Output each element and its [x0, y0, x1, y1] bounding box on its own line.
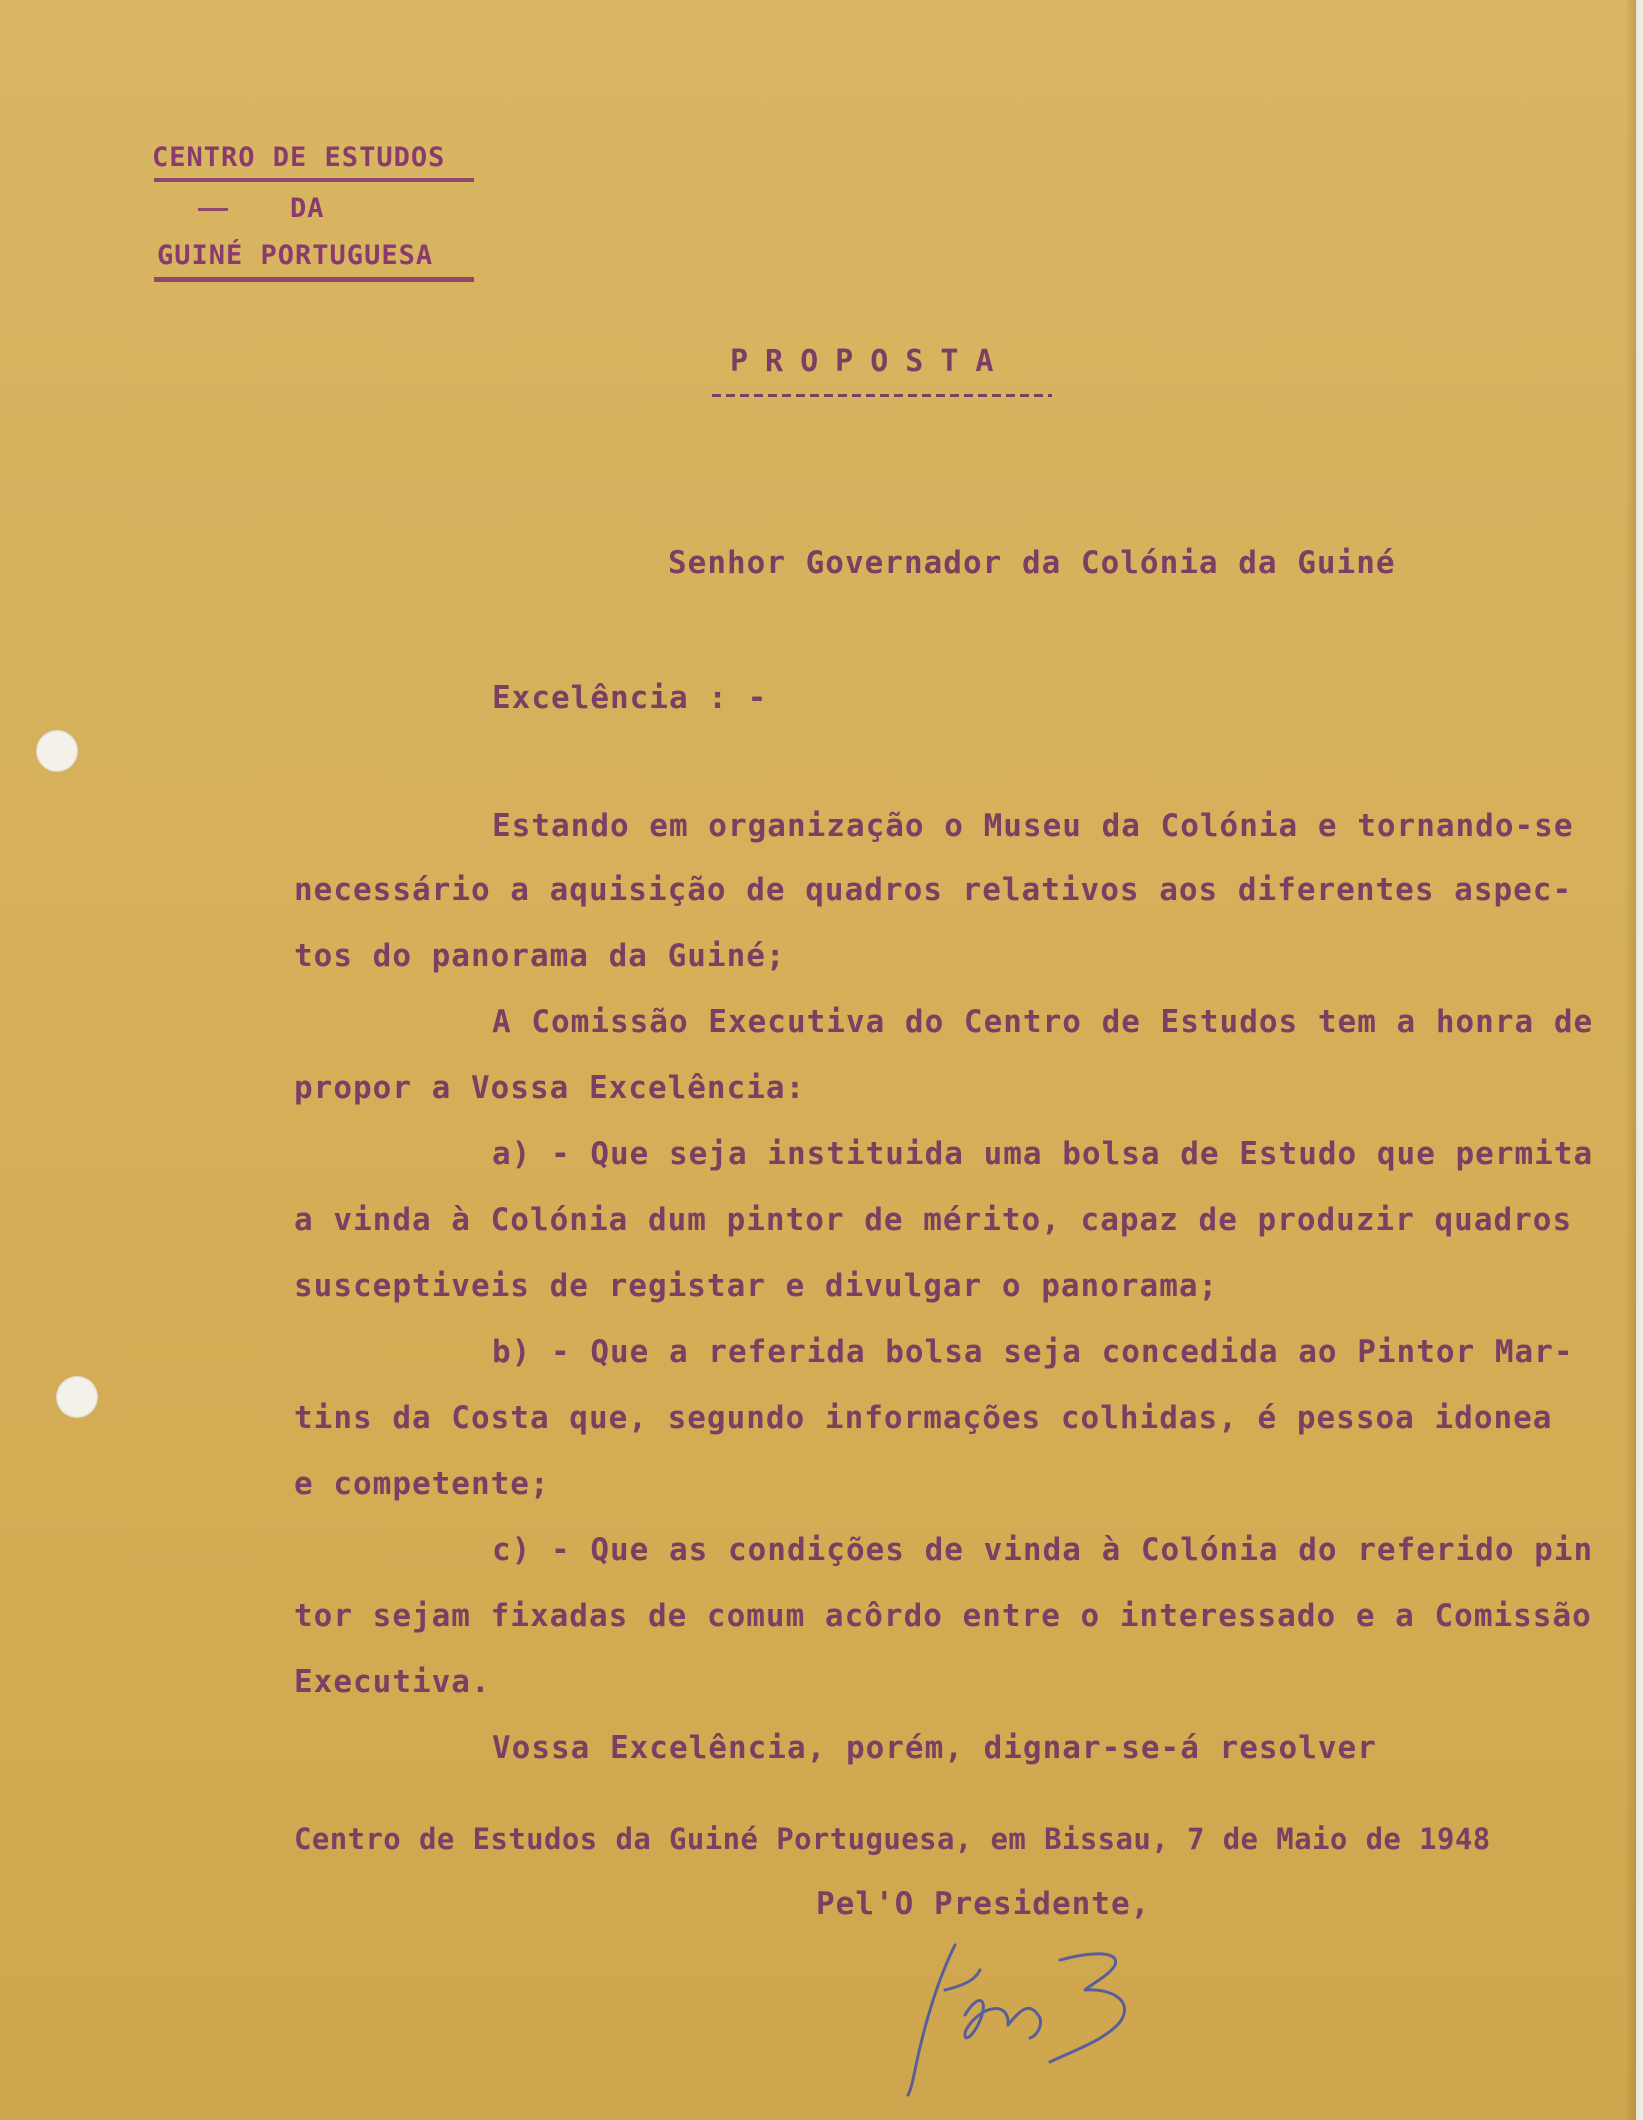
letterhead-line-3: GUINÉ PORTUGUESA [157, 240, 434, 271]
place-date: Centro de Estudos da Guiné Portuguesa, em Bissau, 7 de Maio de 1948 [294, 1822, 1491, 1856]
body-line: c) - Que as condições de vinda à Colónia do referido pin [492, 1532, 1594, 1568]
body-line: susceptiveis de registar e divulgar o panorama; [294, 1268, 1219, 1304]
salutation: Excelência : - [492, 680, 768, 716]
letterhead-rule-bottom [154, 277, 474, 282]
letterhead-line-2: DA [290, 193, 325, 224]
body-line: A Comissão Executiva do Centro de Estudos tem a honra de [492, 1004, 1594, 1040]
handwritten-signature [870, 1930, 1170, 2100]
body-line: propor a Vossa Excelência: [294, 1070, 806, 1106]
title-underline [712, 394, 1052, 397]
paper-edge [1625, 0, 1643, 2120]
document-title: PROPOSTA [730, 344, 1011, 379]
body-line: necessário a aquisição de quadros relativos aos diferentes aspec- [294, 872, 1573, 908]
body-line: a) - Que seja instituida uma bolsa de Estudo que permita [492, 1136, 1594, 1172]
body-line: e competente; [294, 1466, 550, 1502]
addressee: Senhor Governador da Colónia da Guiné [668, 545, 1396, 581]
letterhead-dash [198, 208, 228, 211]
body-line: Vossa Excelência, porém, dignar-se-á resolver [492, 1730, 1377, 1766]
body-line: a vinda à Colónia dum pintor de mérito, capaz de produzir quadros [294, 1202, 1573, 1238]
body-line: Estando em organização o Museu da Colónia e tornando-se [492, 808, 1574, 844]
body-line: tos do panorama da Guiné; [294, 938, 786, 974]
letterhead-line-1: CENTRO DE ESTUDOS [152, 142, 446, 173]
body-line: b) - Que a referida bolsa seja concedida ao Pintor Mar- [492, 1334, 1574, 1370]
body-line: Executiva. [294, 1664, 491, 1700]
signatory: Pel'O Presidente, [816, 1886, 1151, 1922]
punch-hole-bottom [56, 1376, 98, 1418]
punch-hole-top [36, 730, 78, 772]
body-line: tins da Costa que, segundo informações colhidas, é pessoa idonea [294, 1400, 1553, 1436]
letterhead-rule-top [154, 178, 474, 182]
body-line: tor sejam fixadas de comum acôrdo entre o interessado e a Comissão [294, 1598, 1592, 1634]
